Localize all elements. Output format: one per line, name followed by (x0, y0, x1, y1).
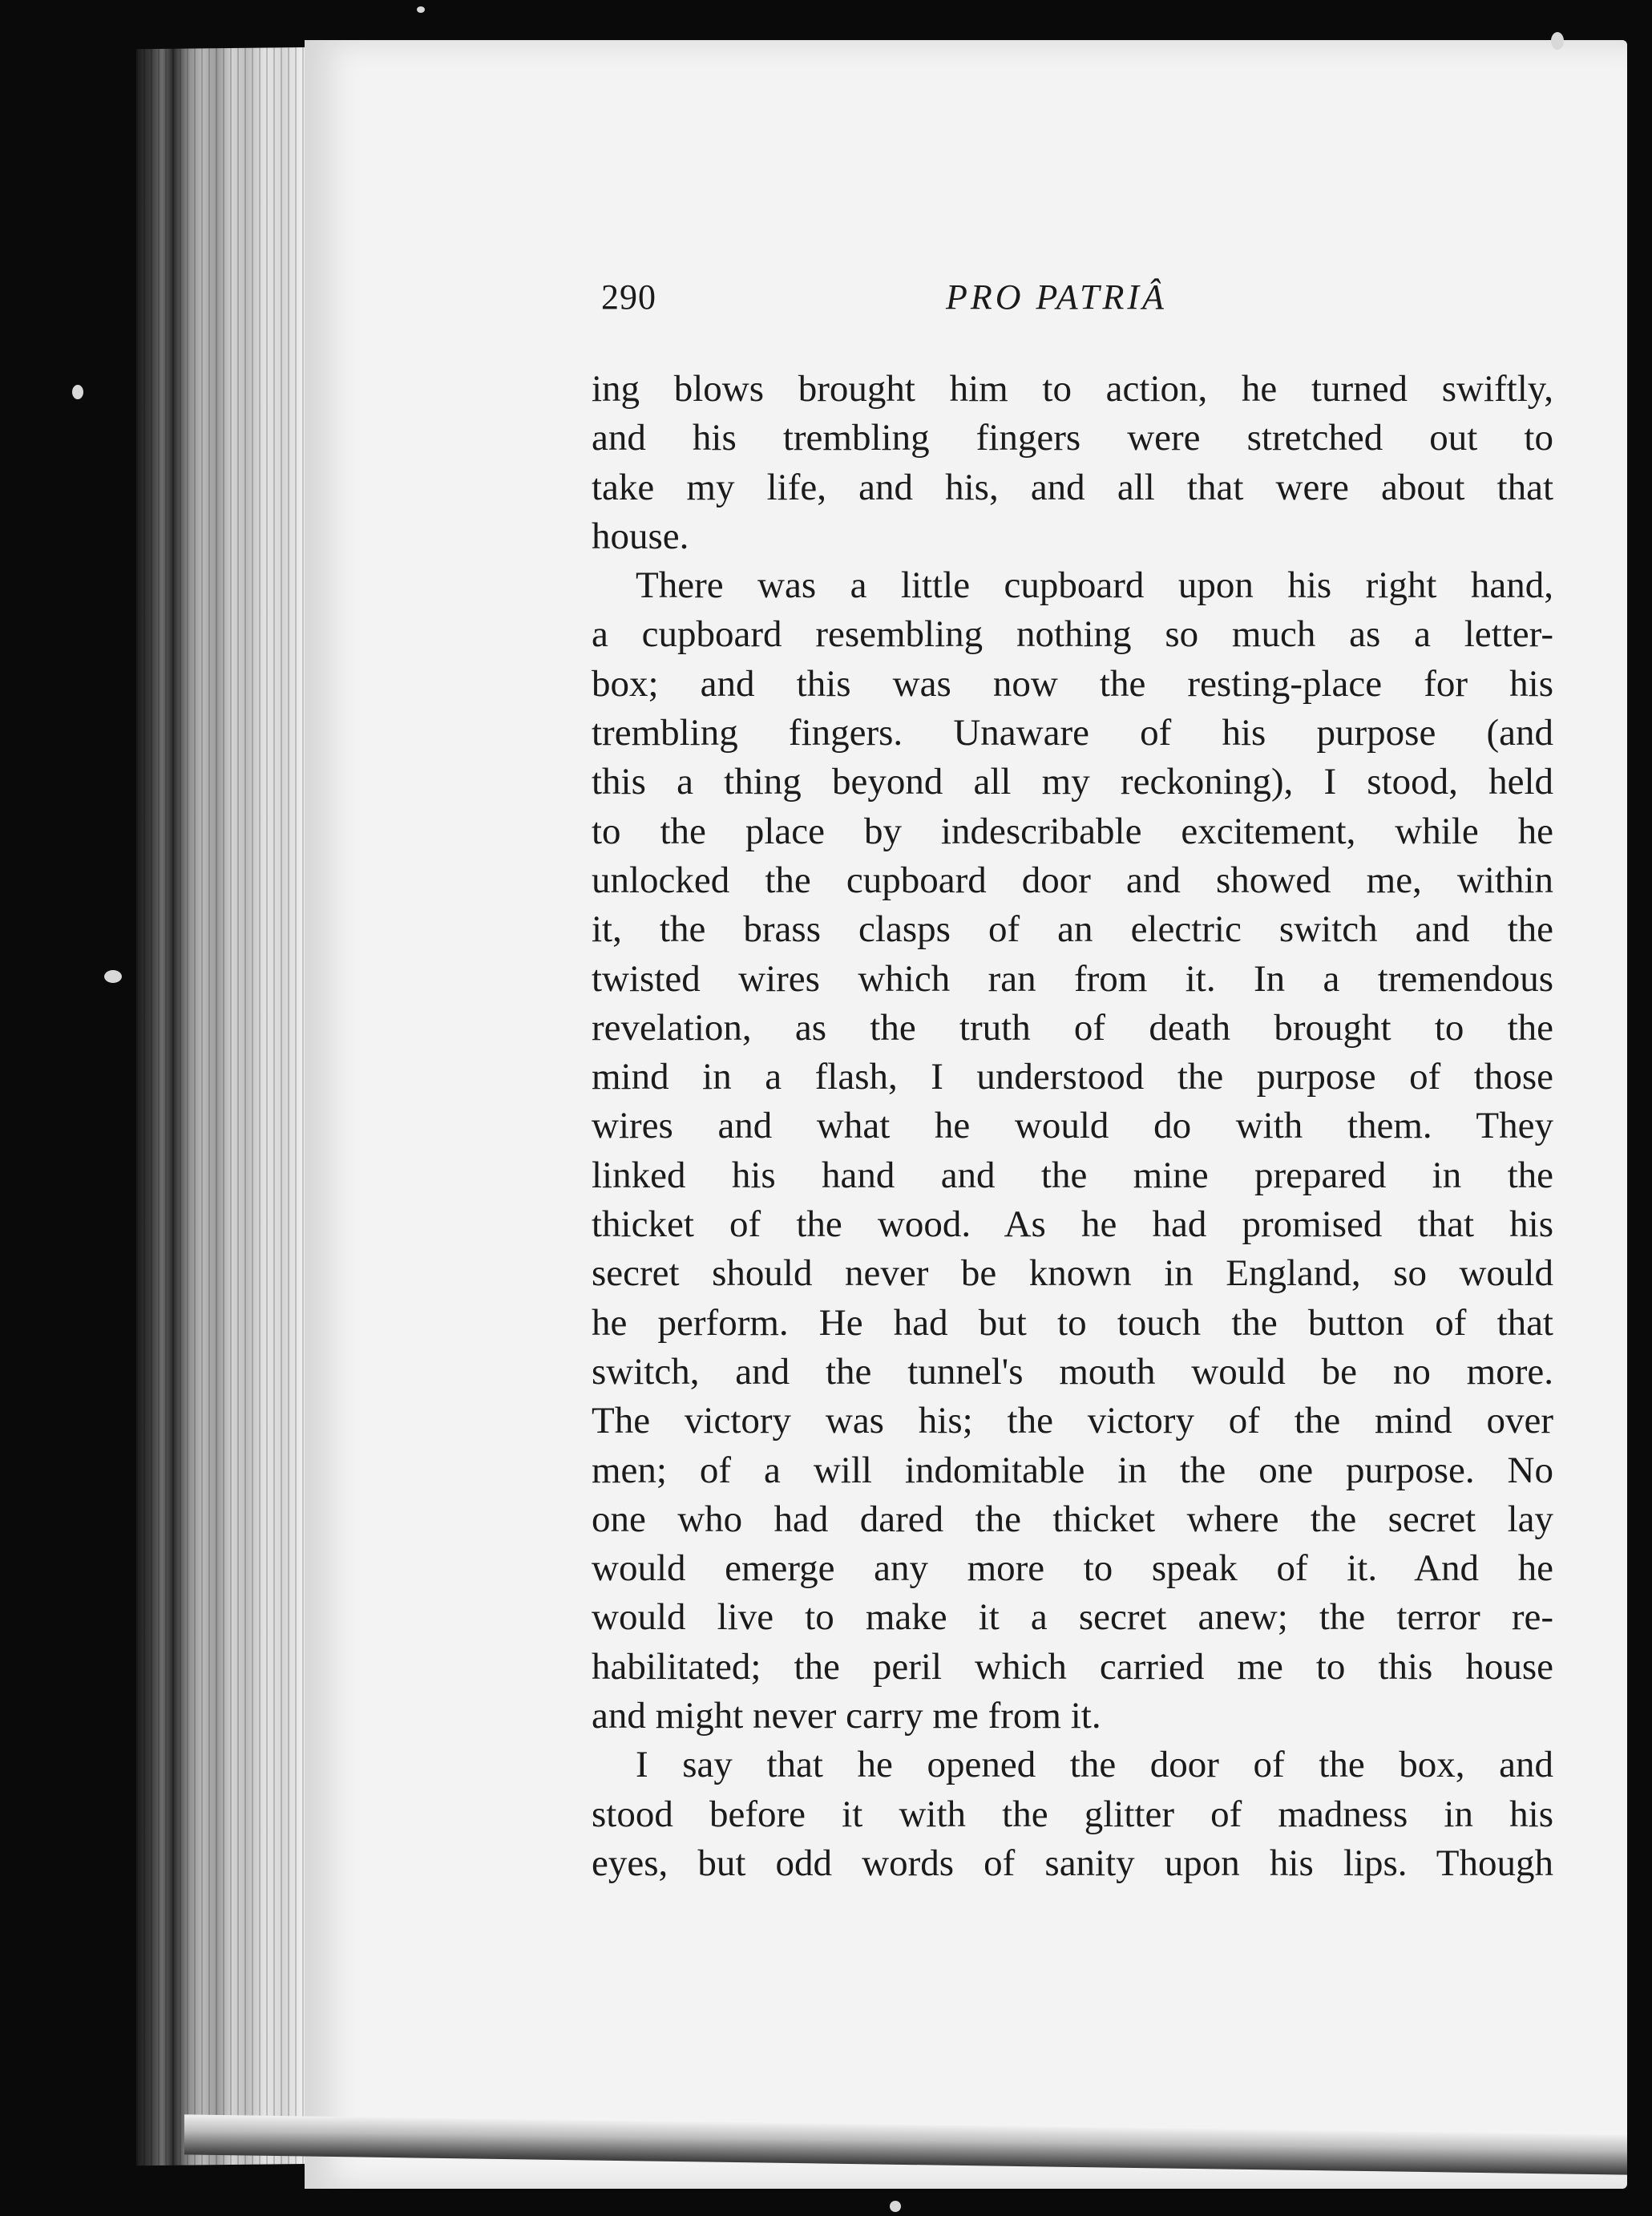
book-fore-edge (136, 47, 321, 2165)
paragraph-1 (592, 365, 1553, 561)
text-line: eyes, but odd words of sanity upon his lips. Though (592, 1842, 1553, 1884)
text-line: to the place by indescribable excitement, while he (592, 810, 1553, 852)
text-line: and might never carry me from it. (592, 1695, 1101, 1737)
text-line: wires and what he would do with them. They (592, 1105, 1553, 1147)
text-line: house. (592, 515, 689, 557)
paragraph-3 (592, 1741, 1553, 1888)
text-line: would emerge any more to speak of it. And he (592, 1547, 1553, 1590)
text-line: linked his hand and the mine prepared in the (592, 1154, 1553, 1196)
text-line: a cupboard resembling nothing so much as a letter- (592, 613, 1553, 656)
text-line: mind in a flash, I understood the purpose of those (592, 1056, 1553, 1098)
text-line: The victory was his; the victory of the mind over (592, 1400, 1553, 1442)
page-number: 290 (601, 277, 656, 317)
scan-speck (72, 385, 83, 399)
text-line: men; of a will indomitable in the one purpose. No (592, 1449, 1553, 1491)
text-line: this a thing beyond all my reckoning), I stood, held (592, 761, 1553, 803)
running-title: PRO PATRIÂ (946, 277, 1167, 317)
body-text (592, 365, 1553, 1888)
text-line: one who had dared the thicket where the secret lay (592, 1498, 1553, 1540)
text-line: stood before it with the glitter of madness in his (592, 1793, 1553, 1835)
scan-speck (890, 2201, 901, 2212)
text-line: and his trembling fingers were stretched out to (592, 417, 1553, 459)
text-line: There was a little cupboard upon his right hand, (636, 564, 1553, 607)
text-line: it, the brass clasps of an electric switch and the (592, 908, 1553, 951)
page-header (593, 277, 1539, 333)
text-line: habilitated; the peril which carried me to this house (592, 1645, 1553, 1688)
text-line: thicket of the wood. As he had promised that his (592, 1203, 1553, 1246)
text-line: secret should never be known in England, so would (592, 1252, 1553, 1295)
text-line: switch, and the tunnel's mouth would be no more. (592, 1350, 1553, 1393)
text-line: revelation, as the truth of death brought to the (592, 1006, 1553, 1049)
scan-speck (1551, 32, 1564, 50)
text-line: he perform. He had but to touch the button of that (592, 1301, 1553, 1344)
text-line: I say that he opened the door of the box, and (636, 1744, 1553, 1786)
scan-speck (104, 970, 122, 983)
paragraph-2 (592, 561, 1553, 1741)
text-line: twisted wires which ran from it. In a tremendous (592, 957, 1553, 1000)
text-line: would live to make it a secret anew; the terror re- (592, 1596, 1553, 1639)
text-line: trembling fingers. Unaware of his purpose (and (592, 712, 1553, 754)
text-line: take my life, and his, and all that were about that (592, 466, 1553, 508)
scan-speck (417, 6, 425, 13)
text-line: box; and this was now the resting-place for his (592, 662, 1553, 705)
text-line: ing blows brought him to action, he turned swiftly, (592, 368, 1553, 410)
text-line: unlocked the cupboard door and showed me, within (592, 859, 1553, 901)
